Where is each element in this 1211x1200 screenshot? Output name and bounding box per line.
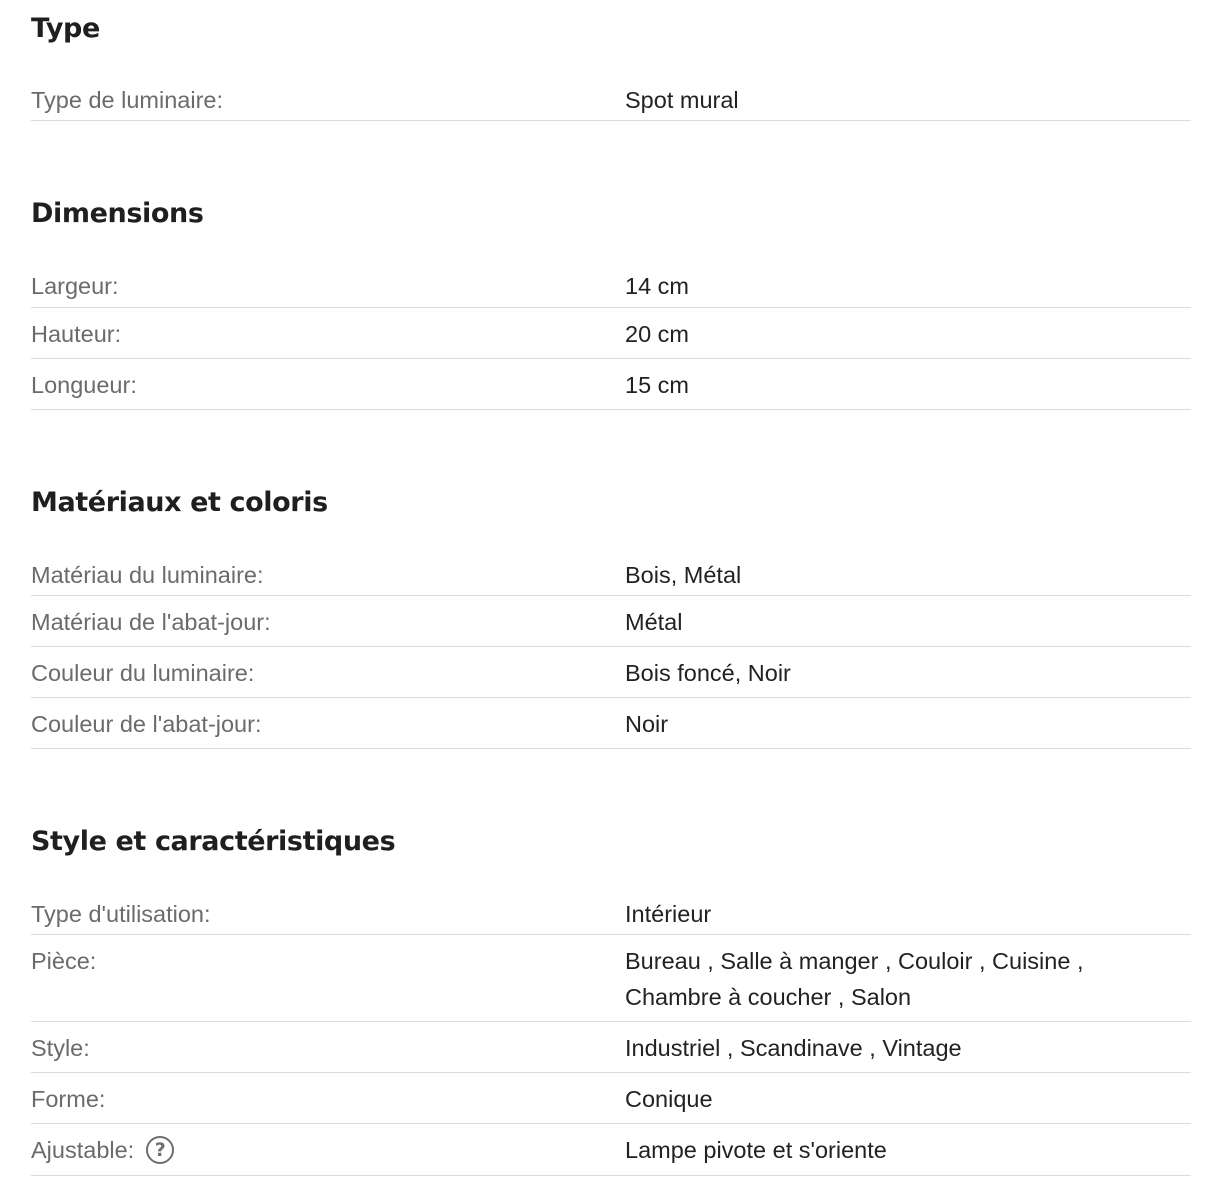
- section-title-materials-colors: Matériaux et coloris: [31, 487, 328, 518]
- spec-row-usage-type: [31, 891, 1191, 935]
- help-icon[interactable]: ?: [146, 1136, 174, 1164]
- spec-label: Pièce:: [31, 948, 97, 974]
- spec-value: [625, 943, 1191, 1015]
- spec-list-type: [31, 78, 1191, 121]
- spec-row-shade-color: [31, 698, 1191, 749]
- spec-row-fixture-material: [31, 552, 1191, 596]
- spec-value: Conique: [625, 1086, 713, 1112]
- spec-value: Noir: [625, 711, 669, 737]
- spec-row-length: [31, 359, 1191, 410]
- spec-label: Matériau de l'abat-jour:: [31, 609, 271, 635]
- section-title-dimensions: Dimensions: [31, 198, 204, 229]
- spec-label: Forme:: [31, 1086, 106, 1112]
- spec-row-shape: [31, 1073, 1191, 1124]
- spec-value: Spot mural: [625, 87, 739, 113]
- spec-list-dimensions: [31, 263, 1191, 410]
- spec-label: Longueur:: [31, 372, 137, 398]
- section-dimensions: [31, 197, 1191, 410]
- spec-row-height: [31, 308, 1191, 359]
- spec-value-line: Bureau , Salle à manger , Couloir , Cuisine ,: [625, 948, 1084, 974]
- spec-value: Métal: [625, 609, 683, 635]
- spec-value: Lampe pivote et s'oriente: [625, 1137, 887, 1163]
- spec-value: Intérieur: [625, 901, 712, 927]
- spec-label: Matériau du luminaire:: [31, 562, 264, 588]
- spec-row-room: [31, 935, 1191, 1022]
- spec-row-shade-material: [31, 596, 1191, 647]
- spec-value: Industriel , Scandinave , Vintage: [625, 1035, 962, 1061]
- spec-label: Ajustable:: [31, 1137, 135, 1163]
- spec-value: 15 cm: [625, 372, 689, 398]
- section-type: [31, 12, 1191, 121]
- spec-value: Bois foncé, Noir: [625, 660, 791, 686]
- spec-row-fixture-type: [31, 78, 1191, 121]
- spec-row-style: [31, 1022, 1191, 1073]
- spec-label-with-help: [31, 1132, 625, 1168]
- spec-label: Couleur de l'abat-jour:: [31, 711, 262, 737]
- spec-label: Couleur du luminaire:: [31, 660, 255, 686]
- spec-list-materials-colors: [31, 552, 1191, 749]
- section-title-type: Type: [31, 13, 100, 44]
- spec-label: Largeur:: [31, 273, 119, 299]
- spec-row-adjustable: [31, 1124, 1191, 1176]
- spec-value-line: Chambre à coucher , Salon: [625, 984, 912, 1010]
- spec-label: Hauteur:: [31, 321, 122, 347]
- spec-label: Type d'utilisation:: [31, 901, 211, 927]
- spec-value: 14 cm: [625, 273, 689, 299]
- section-materials-colors: [31, 486, 1191, 749]
- spec-value: 20 cm: [625, 321, 689, 347]
- spec-value: Bois, Métal: [625, 562, 742, 588]
- section-title-style-features: Style et caractéristiques: [31, 826, 396, 857]
- spec-label: Style:: [31, 1035, 90, 1061]
- spec-row-fixture-color: [31, 647, 1191, 698]
- spec-label: Type de luminaire:: [31, 87, 224, 113]
- spec-row-width: [31, 263, 1191, 308]
- spec-list-style-features: [31, 891, 1191, 1176]
- section-style-features: [31, 825, 1191, 1176]
